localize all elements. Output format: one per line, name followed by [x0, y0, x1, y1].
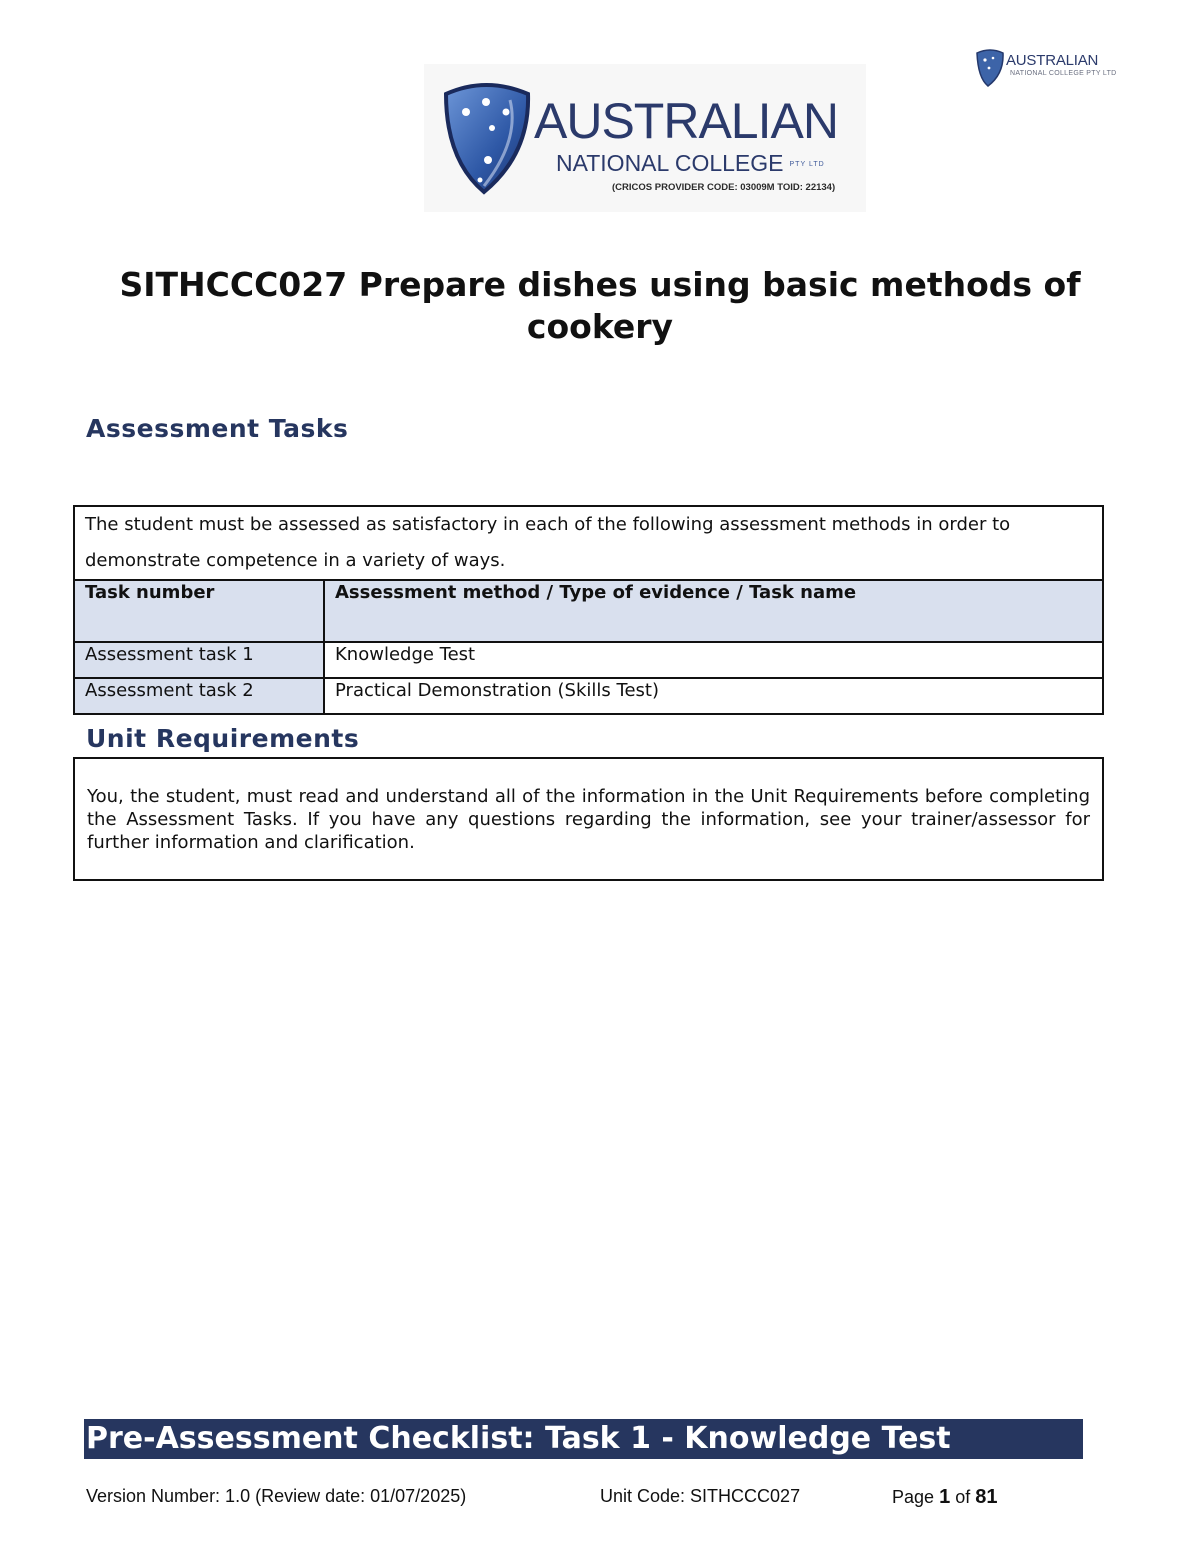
assessment-tasks-table	[73, 505, 1104, 715]
table-intro-text: The student must be assessed as satisfactory in each of the following assessment methods in order to demonstrate competence in a variety of ways.	[74, 506, 1103, 580]
college-logo	[424, 64, 866, 212]
column-header-assessment-method: Assessment method / Type of evidence / Task name	[324, 580, 1103, 642]
shield-icon	[440, 80, 536, 198]
logo-subtitle-text: NATIONAL COLLEGE	[556, 150, 784, 176]
unit-requirements-heading: Unit Requirements	[86, 724, 360, 753]
task-method-cell: Practical Demonstration (Skills Test)	[324, 678, 1103, 714]
small-shield-icon	[974, 48, 1006, 88]
unit-requirements-text: You, the student, must read and understand all of the information in the Unit Requirements before completing the Assessment Tasks. If you have any questions regarding the information, see your trainer/assessor for further information and clarification.	[87, 786, 1090, 853]
task-method-cell: Knowledge Test	[324, 642, 1103, 678]
small-logo	[972, 46, 1117, 88]
footer-page-current: 1	[939, 1486, 951, 1508]
page-title: SITHCCC027 Prepare dishes using basic methods of cookery	[119, 265, 1081, 346]
table-intro-row	[74, 506, 1103, 580]
footer-version: Version Number: 1.0 (Review date: 01/07/2025)	[86, 1486, 467, 1506]
table-row	[74, 678, 1103, 714]
checklist-heading: Pre-Assessment Checklist: Task 1 - Knowledge Test	[86, 1421, 951, 1456]
logo-subtitle	[556, 152, 825, 175]
footer-page-total: 81	[975, 1486, 998, 1508]
footer-page-number	[892, 1486, 997, 1509]
logo-subtitle-suffix: PTY LTD	[789, 161, 825, 169]
table-row	[74, 642, 1103, 678]
unit-requirements-box	[73, 757, 1104, 881]
footer-unit-code: Unit Code: SITHCCC027	[600, 1486, 801, 1506]
task-number-cell: Assessment task 2	[74, 678, 324, 714]
footer-page-of: of	[955, 1487, 971, 1507]
assessment-tasks-heading: Assessment Tasks	[86, 414, 349, 443]
logo-provider-code: (CRICOS PROVIDER CODE: 03009M TOID: 22134)	[612, 182, 836, 193]
task-number-cell: Assessment task 1	[74, 642, 324, 678]
checklist-banner	[84, 1419, 1083, 1459]
small-logo-line2: NATIONAL COLLEGE PTY LTD	[1010, 70, 1117, 77]
column-header-task-number: Task number	[74, 580, 324, 642]
table-header-row	[74, 580, 1103, 642]
logo-wordmark: AUSTRALIAN	[534, 93, 838, 149]
small-logo-line1: AUSTRALIAN	[1006, 52, 1099, 69]
footer-page-prefix: Page	[892, 1487, 935, 1507]
